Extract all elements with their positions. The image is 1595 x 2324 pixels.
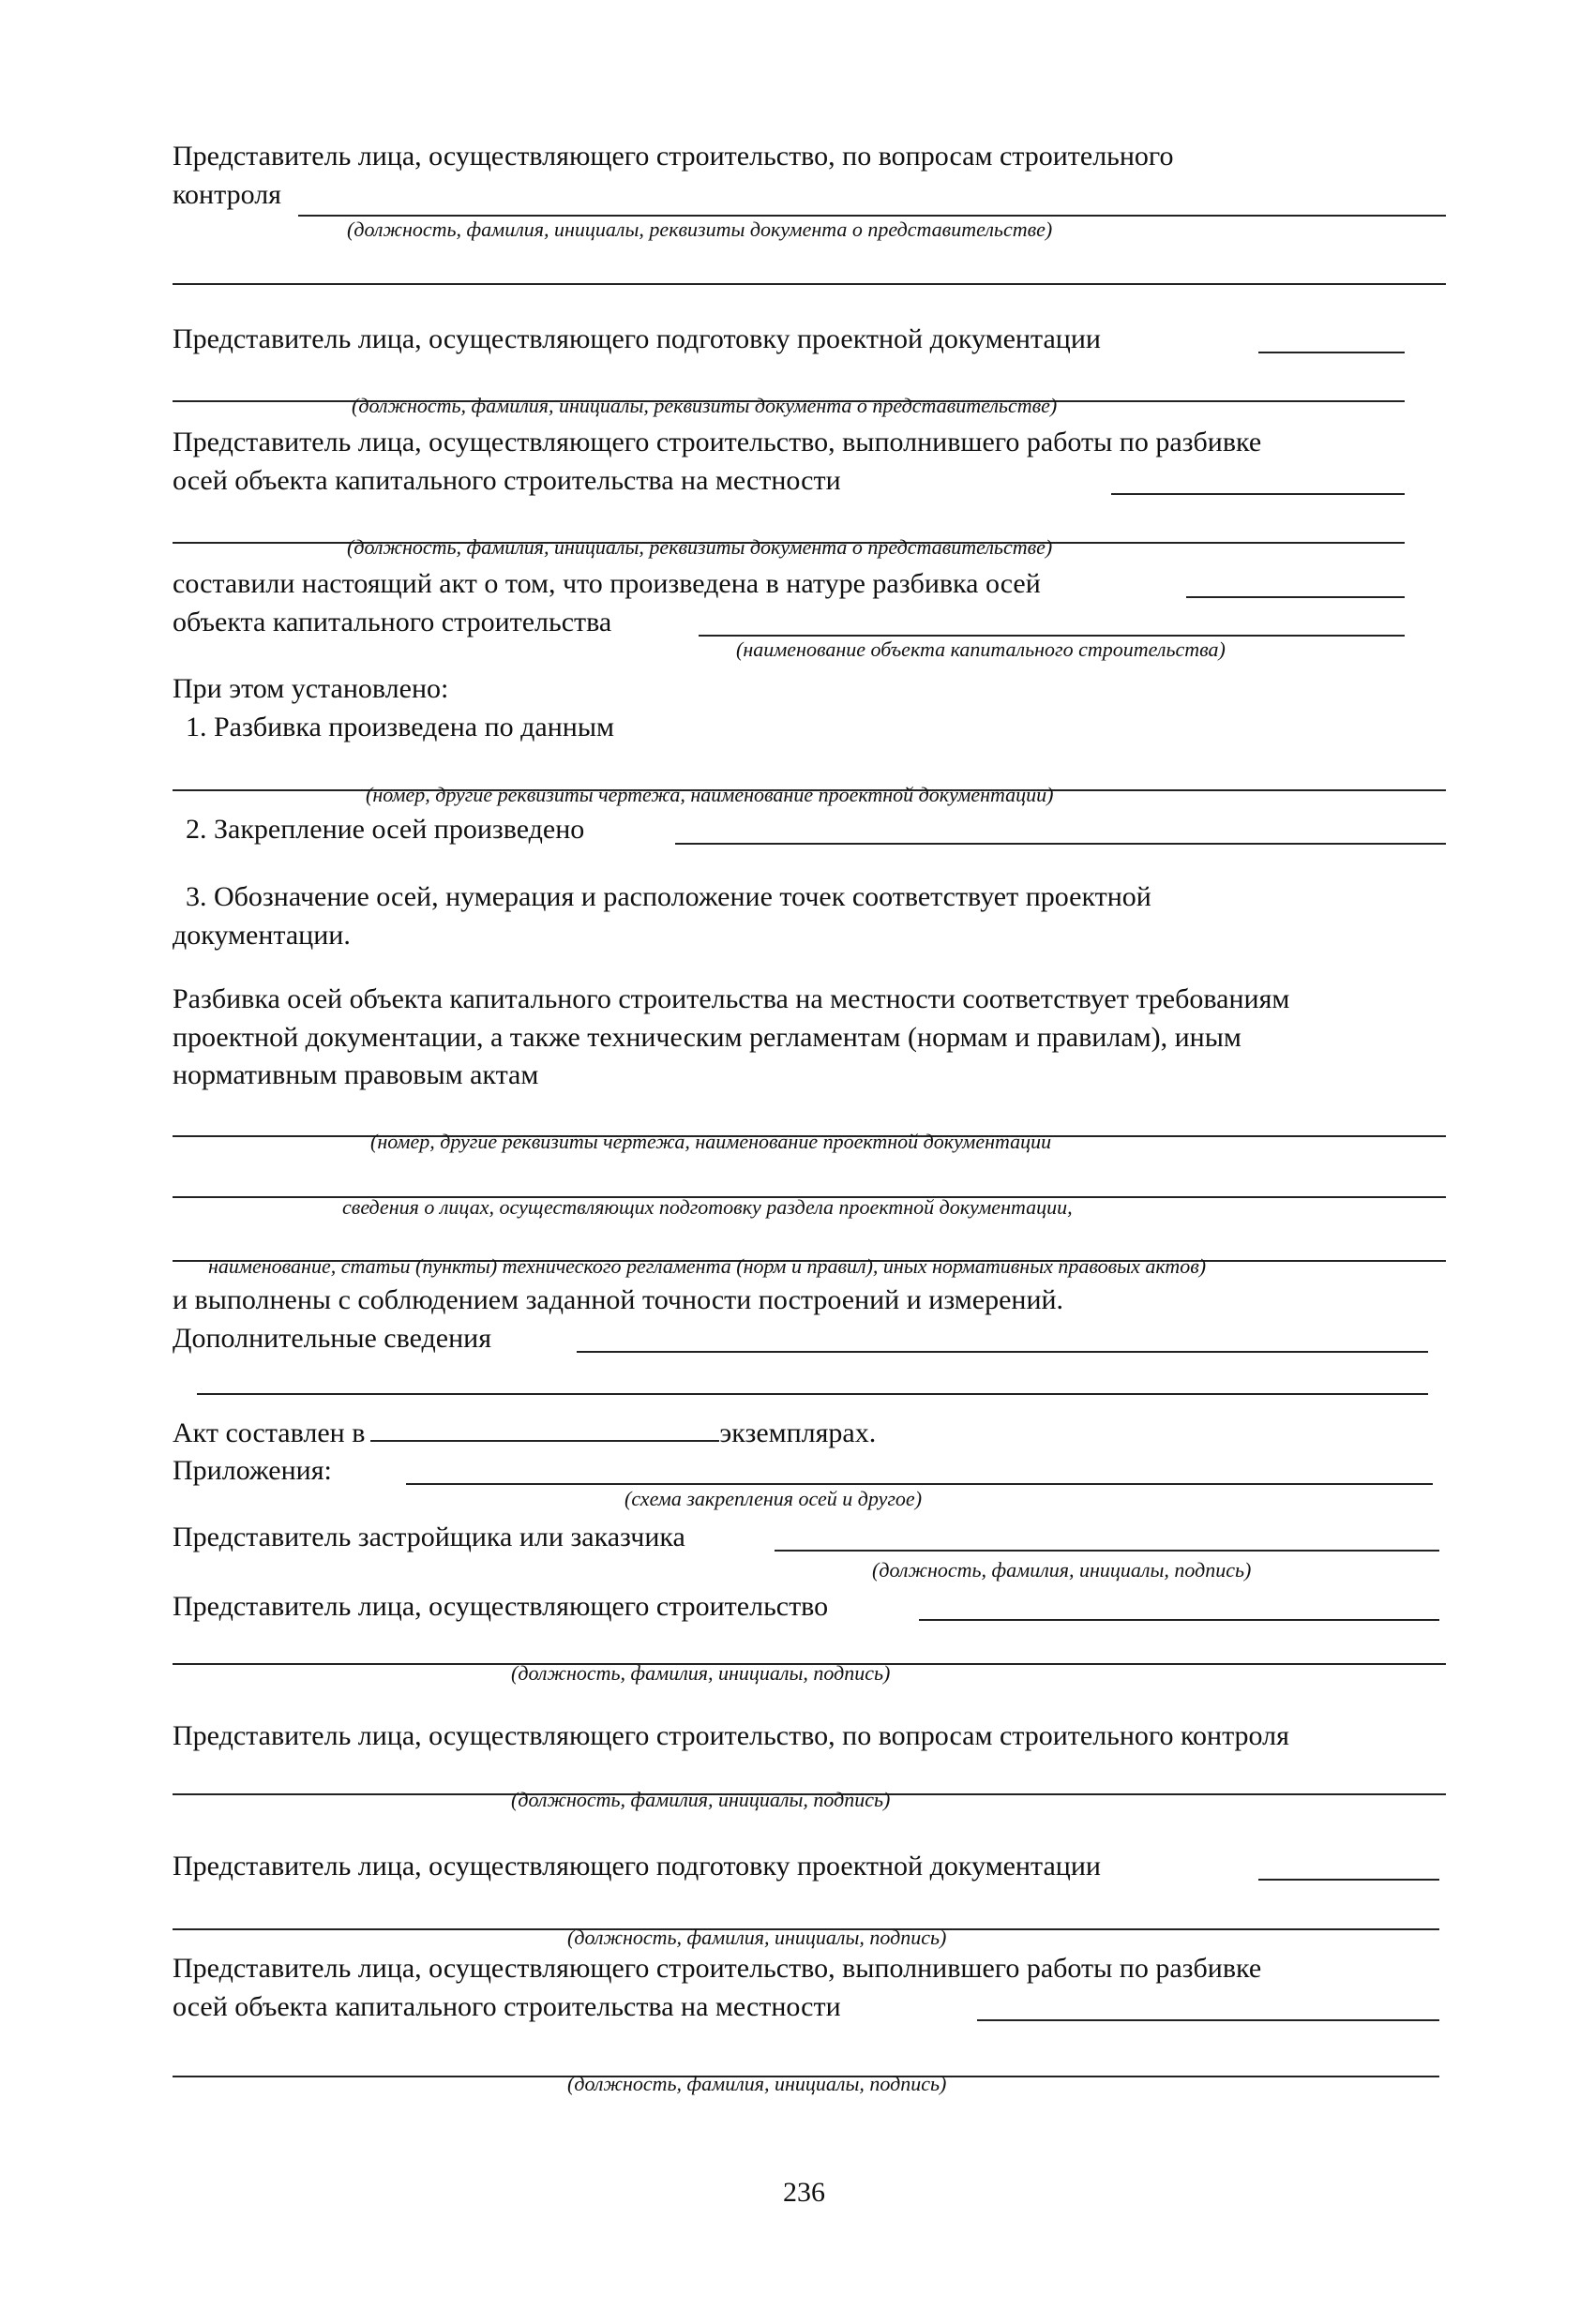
caption-drawing-full: (номер, другие реквизиты чертежа, наименование проектной документации) xyxy=(366,783,1054,806)
drew-up-text: составили настоящий акт о том, что произведена в натуре разбивка осей xyxy=(173,568,1041,599)
rep-layout-line1: Представитель лица, осуществляющего строительство, выполнившего работы по разбивке xyxy=(173,427,1262,457)
caption-scheme: (схема закрепления осей и другое) xyxy=(624,1487,923,1510)
caption-signature-customer: (должность, фамилия, инициалы, подпись) xyxy=(872,1558,1252,1582)
caption-representation-1: (должность, фамилия, инициалы, реквизиты документа о представительстве) xyxy=(347,217,1053,241)
compliance-line1: Разбивка осей объекта капитального строительства на местности соответствует требованиям xyxy=(173,983,1290,1014)
established-label: При этом установлено: xyxy=(173,673,449,704)
rep-design-label: Представитель лица, осуществляющего подготовку проектной документации xyxy=(173,323,1101,354)
additional-fill[interactable] xyxy=(577,1351,1428,1353)
caption-signature-control: (должность, фамилия, инициалы, подпись) xyxy=(511,1788,891,1811)
rep-layout-line2: осей объекта капитального строительства на местности xyxy=(173,465,841,496)
rep-customer-label: Представитель застройщика или заказчика xyxy=(173,1522,685,1552)
axes-fill[interactable] xyxy=(1186,596,1405,598)
rep-builder-label: Представитель лица, осуществляющего строительство xyxy=(173,1591,829,1622)
act-copies-line xyxy=(173,1417,876,1449)
rep-control-full: Представитель лица, осуществляющего строительство, по вопросам строительного контроля xyxy=(173,1720,1289,1751)
rep-layout-line2-b: осей объекта капитального строительства на местности xyxy=(173,1991,841,2022)
caption-signature-layout: (должность, фамилия, инициалы, подпись) xyxy=(567,2072,947,2095)
rep-control-fill[interactable] xyxy=(298,215,1446,217)
item-1-text: 1. Разбивка произведена по данным xyxy=(186,712,614,742)
rep-design-fill-3[interactable] xyxy=(1258,1879,1439,1881)
rep-design-label-2: Представитель лица, осуществляющего подготовку проектной документации xyxy=(173,1851,1101,1882)
rep-control-line2: контроля xyxy=(173,179,281,210)
additional-fill-2[interactable] xyxy=(197,1393,1428,1395)
rep-layout-line1-b: Представитель лица, осуществляющего строительство, выполнившего работы по разбивке xyxy=(173,1953,1262,1984)
rep-layout-fill[interactable] xyxy=(1111,493,1405,495)
item-2-text: 2. Закрепление осей произведено xyxy=(186,814,585,845)
compliance-line2: проектной документации, а также техническим регламентам (нормам и правилам), иным xyxy=(173,1022,1241,1053)
object-name-fill[interactable] xyxy=(699,635,1405,637)
caption-regulation: наименование, статьи (пункты) технического регламента (норм и правил), иных нормативных правовых актов) xyxy=(208,1254,1207,1278)
item-3-line1: 3. Обозначение осей, нумерация и расположение точек соответствует проектной xyxy=(186,881,1151,912)
rep-design-fill[interactable] xyxy=(1258,352,1405,353)
rep-control-line1: Представитель лица, осуществляющего строительство, по вопросам строительного xyxy=(173,141,1174,172)
object-label: объекта капитального строительства xyxy=(173,607,612,637)
compliance-line3: нормативным правовым актам xyxy=(173,1059,539,1090)
caption-signature-builder: (должность, фамилия, инициалы, подпись) xyxy=(511,1661,891,1685)
item-3-line2: документации. xyxy=(173,920,351,951)
rep-control-fill-2[interactable] xyxy=(173,283,1446,285)
item-2-fill[interactable] xyxy=(675,843,1446,845)
caption-representation-2: (должность, фамилия, инициалы, реквизиты документа о представительстве) xyxy=(352,394,1058,417)
appendices-fill[interactable] xyxy=(406,1483,1433,1485)
additional-label: Дополнительные сведения xyxy=(173,1323,492,1354)
rep-builder-fill[interactable] xyxy=(919,1619,1439,1621)
copies-count-fill[interactable] xyxy=(370,1439,719,1442)
appendices-label: Приложения: xyxy=(173,1455,332,1486)
caption-drawing: (номер, другие реквизиты чертежа, наименование проектной документации xyxy=(370,1130,1052,1153)
accuracy-text: и выполнены с соблюдением заданной точности построений и измерений. xyxy=(173,1284,1064,1315)
act-suffix: экземплярах. xyxy=(719,1417,877,1448)
page-number: 236 xyxy=(783,2177,825,2208)
caption-signature-design: (должность, фамилия, инициалы, подпись) xyxy=(567,1926,947,1949)
caption-persons: сведения о лицах, осуществляющих подготовку раздела проектной документации, xyxy=(342,1195,1073,1219)
caption-representation-3: (должность, фамилия, инициалы, реквизиты документа о представительстве) xyxy=(347,535,1053,559)
rep-layout-fill-3[interactable] xyxy=(977,2019,1439,2021)
rep-customer-fill[interactable] xyxy=(775,1550,1439,1552)
act-prefix: Акт составлен в xyxy=(173,1417,366,1448)
caption-object-name: (наименование объекта капитального строительства) xyxy=(736,637,1226,661)
